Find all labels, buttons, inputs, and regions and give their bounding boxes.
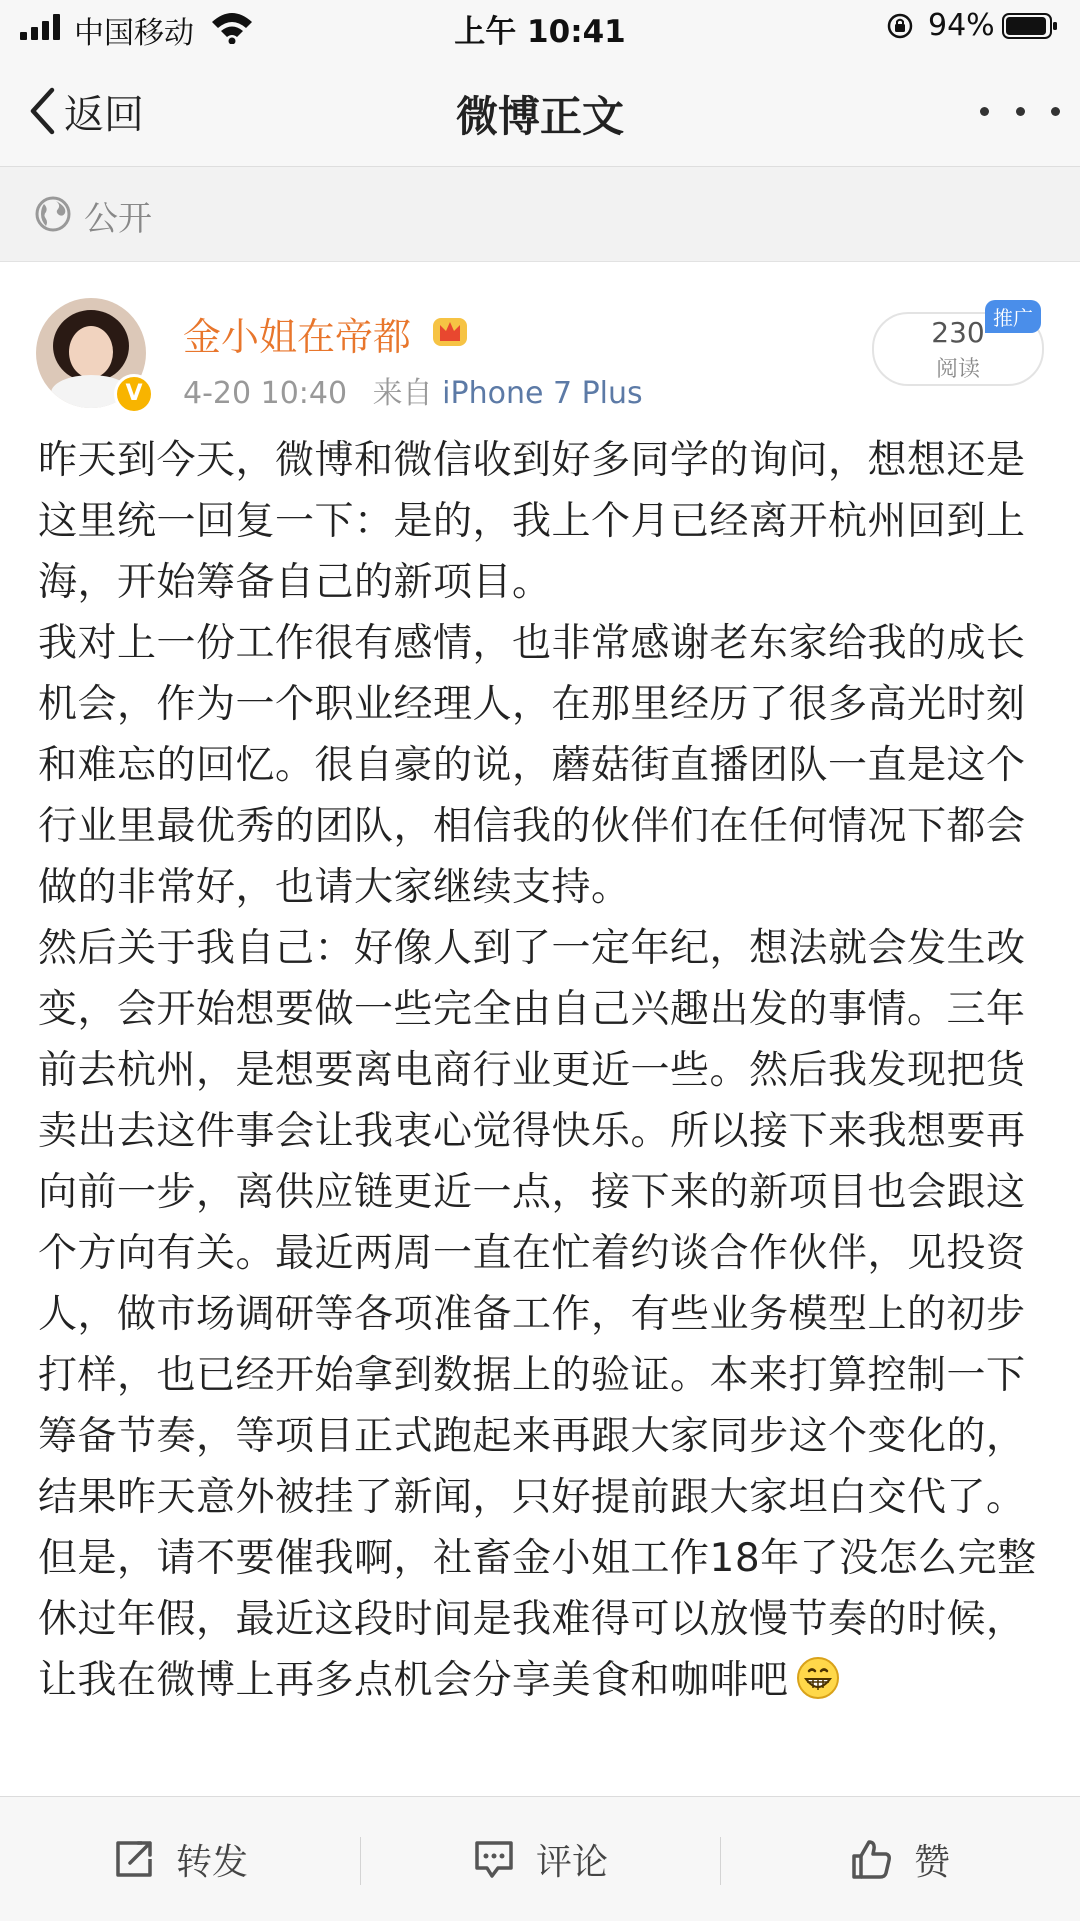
username[interactable]: 金小姐在帝都	[183, 315, 412, 359]
source-prefix: 来自	[372, 376, 433, 411]
page-title: 微博正文	[455, 92, 624, 141]
battery-percent: 94%	[928, 8, 995, 43]
grin-emoji-icon	[795, 1655, 841, 1701]
comment-label: 评论	[535, 1841, 608, 1883]
read-label: 阅读	[935, 357, 980, 382]
crown-member-icon[interactable]	[430, 310, 470, 350]
read-count: 230	[931, 316, 985, 349]
verified-badge: V	[114, 374, 154, 414]
status-bar	[0, 0, 1080, 56]
repost-icon	[112, 1837, 156, 1881]
promote-badge[interactable]: 推广	[985, 300, 1041, 333]
clock: 上午 10:41	[454, 14, 626, 50]
carrier-name: 中国移动	[74, 16, 194, 51]
battery-icon	[1002, 12, 1058, 40]
more-button[interactable]	[980, 96, 1060, 126]
post-source[interactable]: iPhone 7 Plus	[442, 376, 643, 411]
comment-button[interactable]	[360, 1797, 720, 1921]
visibility-label: 公开	[84, 199, 152, 239]
post-body	[38, 430, 1048, 1711]
like-label: 赞	[913, 1841, 950, 1883]
visibility-bar	[0, 167, 1080, 262]
post-time: 4-20 10:40	[183, 376, 348, 411]
repost-button[interactable]	[0, 1797, 360, 1921]
more-dots-icon	[980, 107, 989, 116]
like-button[interactable]	[720, 1797, 1080, 1921]
post-meta	[183, 368, 643, 412]
navigation-bar	[0, 56, 1080, 167]
back-label: 返回	[64, 91, 144, 138]
action-bar	[0, 1796, 1080, 1921]
comment-icon	[472, 1837, 516, 1881]
repost-label: 转发	[175, 1841, 248, 1883]
globe-icon	[34, 195, 72, 233]
post-text: 昨天到今天，微博和微信收到好多同学的询问，想想还是这里统一回复一下：是的，我上个月已经离开杭州回到上海，开始筹备自己的新项目。 我对上一份工作很有感情，也非常感谢老东家给我的成长机会，作为一个职业经理人，在那里经历了很多高光时刻和难忘的回忆。很自豪的说，蘑菇街直播团队一直是这个行业里最优秀的团队，相信我的伙伴们在任何情况下都会做的非常好，也请大家继续支持。 然后关于我自己：好像人到了一定年纪，想法就会发生改变，会开始想要做一些完全由自己兴趣出发的事情。三年前去杭州，是想要离电商行业更近一些。然后我发现把货卖出去这件事会让我衷心觉得快乐。所以接下来我想要再向前一步，离供应链更近一点，接下来的新项目也会跟这个方向有关。最近两周一直在忙着约谈合作伙伴，见投资人，做市场调研等各项准备工作，有些业务模型上的初步打样，也已经开始拿到数据上的验证。本来打算控制一下筹备节奏，等项目正式跑起来再跟大家同步这个变化的，结果昨天意外被挂了新闻，只好提前跟大家坦白交代了。但是，请不要催我啊，社畜金小姐工作18年了没怎么完整休过年假，最近这段时间是我难得可以放慢节奏的时候，让我在微博上再多点机会分享美食和咖啡吧	[38, 438, 1037, 1703]
rotation-lock-icon	[886, 12, 914, 40]
post-card	[0, 262, 1080, 1795]
thumbs-up-icon	[850, 1837, 894, 1881]
